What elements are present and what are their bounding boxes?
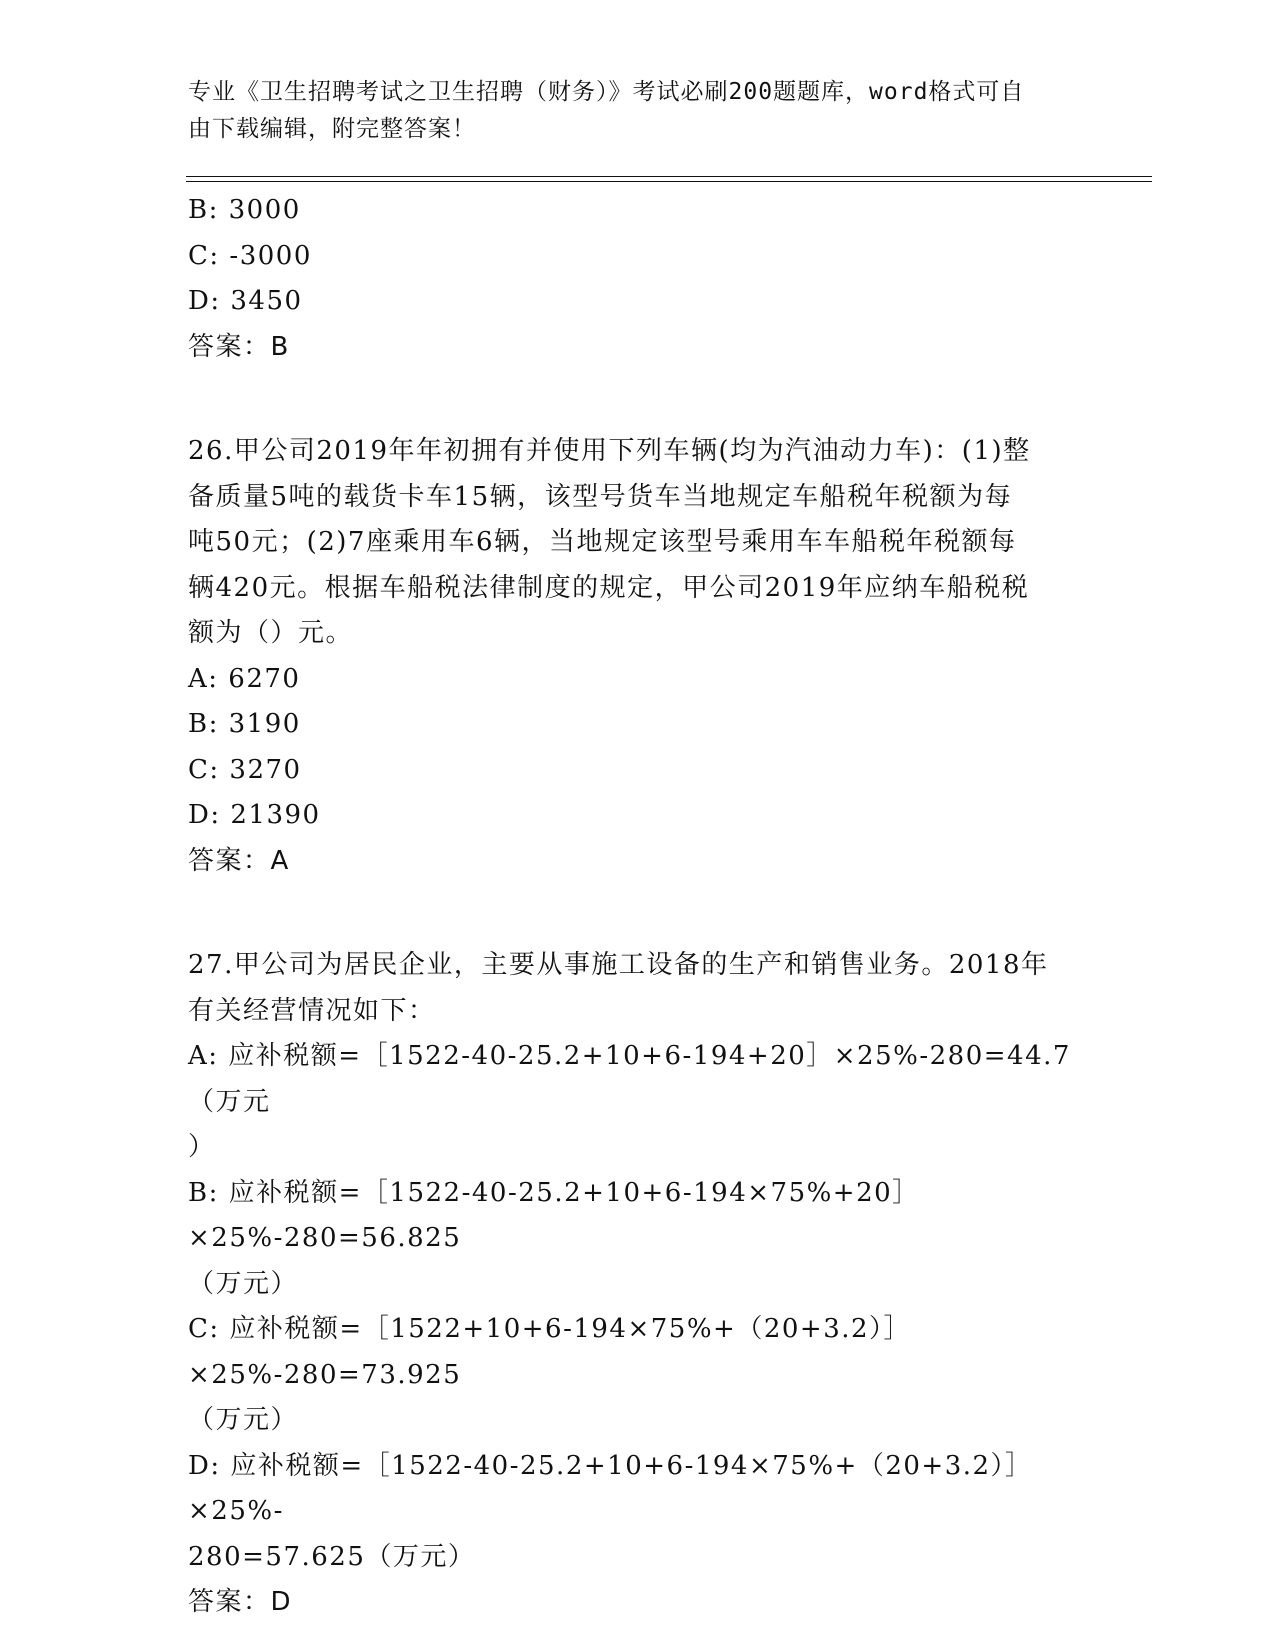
question-text-line: 27.甲公司为居民企业，主要从事施工设备的生产和销售业务。2018年: [188, 950, 1049, 980]
option-b-continued: （万元）: [188, 1268, 299, 1299]
question-27: [188, 943, 1088, 1626]
header-rule-bottom: [186, 181, 1152, 182]
option-b: B: 3000: [188, 195, 301, 225]
question-text-line: 辆420元。根据车船税法律制度的规定，甲公司2019年应纳车船税税: [188, 572, 1030, 603]
answer-line: 答案：A: [188, 845, 290, 876]
answer-line: 答案：B: [188, 331, 290, 362]
header-line-1: 专业《卫生招聘考试之卫生招聘（财务）》考试必刷200题题库，word格式可自: [188, 79, 1025, 105]
option-d-continued: 280=57.625（万元）: [188, 1541, 476, 1572]
option-c-continued: （万元）: [188, 1405, 299, 1435]
document-header: [188, 74, 1088, 148]
option-d: D: 3450: [188, 286, 303, 316]
option-a: A: 6270: [188, 663, 301, 694]
header-rule-top: [186, 176, 1152, 177]
option-c: C: 3270: [188, 754, 302, 785]
option-c: C: -3000: [188, 240, 312, 271]
question-text-line: 额为（）元。: [188, 618, 354, 648]
option-a-continued: ）: [188, 1132, 216, 1162]
option-a: A: 应补税额=［1522-40-25.2+10+6-194+20］×25%-280=44.7（万元: [188, 1041, 1071, 1117]
question-text-line: 备质量5吨的载货卡车15辆，该型号货车当地规定车船税年税额为每: [188, 481, 1013, 512]
option-b: B: 3190: [188, 709, 301, 739]
header-line-2: 由下载编辑，附完整答案！: [188, 116, 476, 142]
option-d: D: 应补税额=［1522-40-25.2+10+6-194×75%+（20+3.2）］×25%-: [188, 1450, 1033, 1526]
option-d: D: 21390: [188, 800, 321, 830]
question-text-line: 吨50元；(2)7座乘用车6辆，当地规定该型号乘用车车船税年税额每: [188, 527, 1017, 557]
option-c: C: 应补税额=［1522+10+6-194×75%+（20+3.2）］×25%-280=73.925: [188, 1314, 912, 1390]
option-b: B: 应补税额=［1522-40-25.2+10+6-194×75%+20］×25%-280=56.825: [188, 1177, 920, 1253]
question-26: [188, 429, 1088, 884]
question-text-line: 26.甲公司2019年年初拥有并使用下列车辆(均为汽油动力车)：(1)整: [188, 436, 1031, 466]
answer-line: 答案：D: [188, 1587, 293, 1617]
document-body: [188, 188, 1088, 1626]
question-25: [188, 188, 1088, 370]
question-text-line: 有关经营情况如下：: [188, 995, 436, 1026]
